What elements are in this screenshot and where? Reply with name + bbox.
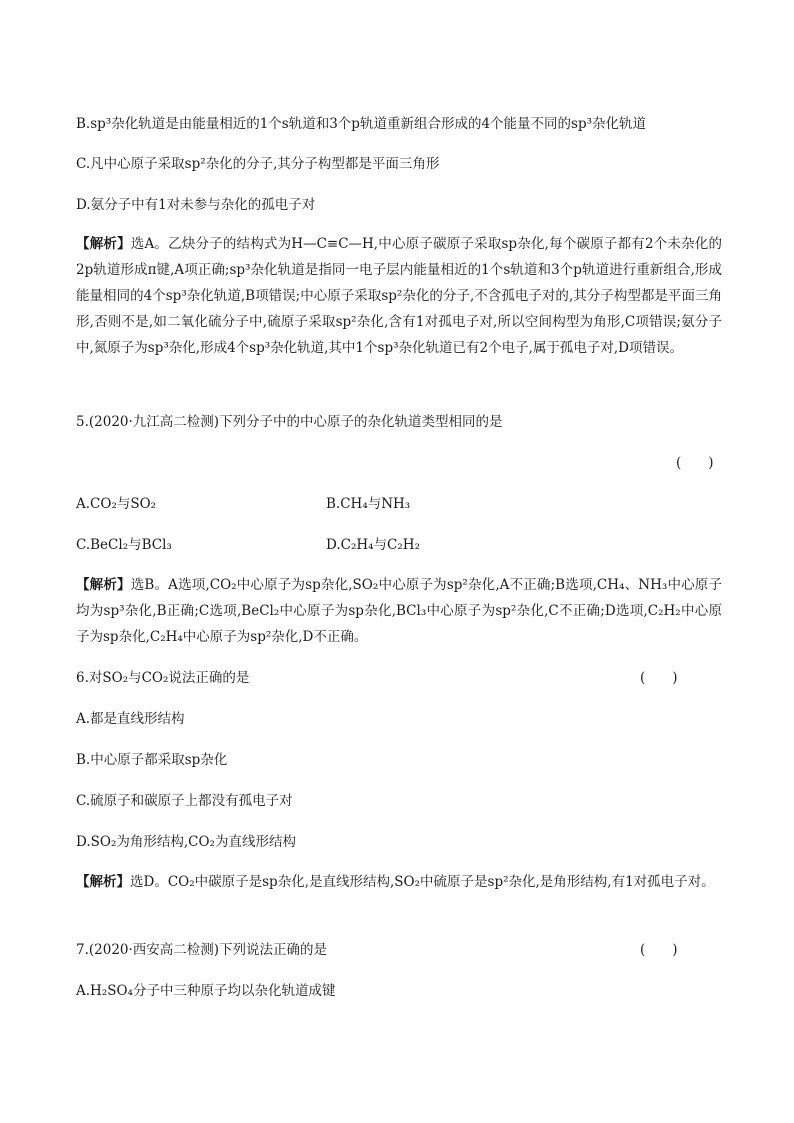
- q6-option-a: A.都是直线形结构: [76, 711, 185, 727]
- q4-analysis: [76, 231, 722, 361]
- q5-option-a: A.CO₂与SO₂: [76, 496, 157, 512]
- q4-option-d: D.氨分子中有1对未参与杂化的孤电子对: [76, 197, 316, 213]
- analysis-text: 选B。A选项,CO₂中心原子为sp杂化,SO₂中心原子为sp²杂化,A不正确;B选项,CH₄、NH₃中心原子均为sp³杂化,B正确;C选项,BeCl₂中心原子为sp杂化,BCl₃中心原子为sp²杂化,C不正确;D选项,C₂H₂中心原子为sp杂化,C₂H₄中心原子为sp²杂化,D不正确。: [76, 577, 722, 645]
- q5-answer-blank: ( ): [676, 455, 714, 471]
- q5-stem: 5.(2020·九江高二检测)下列分子中的中心原子的杂化轨道类型相同的是: [76, 414, 503, 430]
- q6-answer-blank: ( ): [640, 670, 678, 686]
- q6-stem: 6.对SO₂与CO₂说法正确的是: [76, 670, 250, 686]
- q4-option-c: C.凡中心原子采取sp²杂化的分子,其分子构型都是平面三角形: [76, 156, 440, 172]
- q5-option-d: D.C₂H₄与C₂H₂: [326, 537, 420, 553]
- analysis-text: 选A。乙炔分子的结构式为H—C≡C—H,中心原子碳原子采取sp杂化,每个碳原子都有2个未杂化的2p轨道形成π键,A项正确;sp³杂化轨道是指同一电子层内能量相近的1个s轨道和3个p轨道进行重新组合,形成能量相同的4个sp³杂化轨道,B项错误;中心原子采取sp²杂化的分子,不含孤电子对的,其分子构型都是平面三角形,否则不是,如二氧化硫分子中,硫原子采取sp²杂化,含有1对孤电子对,所以空间构型为角形,C项错误;氨分子中,氮原子为sp³杂化,形成4个sp³杂化轨道,其中1个sp³杂化轨道已有2个电子,属于孤电子对,D项错误。: [76, 236, 722, 356]
- q5-option-c: C.BeCl₂与BCl₃: [76, 537, 172, 553]
- analysis-tag: 【解析】: [76, 874, 130, 890]
- q7-answer-blank: ( ): [640, 942, 678, 958]
- q6-option-b: B.中心原子都采取sp杂化: [76, 752, 228, 768]
- q5-analysis: [76, 572, 722, 650]
- q6-option-d: D.SO₂为角形结构,CO₂为直线形结构: [76, 834, 296, 850]
- q5-option-b: B.CH₄与NH₃: [326, 496, 411, 512]
- analysis-tag: 【解析】: [76, 236, 131, 252]
- analysis-tag: 【解析】: [76, 577, 131, 593]
- analysis-text: 选D。CO₂中碳原子是sp杂化,是直线形结构,SO₂中硫原子是sp²杂化,是角形结构,有1对孤电子对。: [130, 874, 715, 890]
- q7-stem: 7.(2020·西安高二检测)下列说法正确的是: [76, 942, 328, 958]
- q4-option-b: B.sp³杂化轨道是由能量相近的1个s轨道和3个p轨道重新组合形成的4个能量不同的sp³杂化轨道: [76, 116, 647, 132]
- q7-option-a: A.H₂SO₄分子中三种原子均以杂化轨道成键: [76, 983, 336, 999]
- q6-option-c: C.硫原子和碳原子上都没有孤电子对: [76, 793, 293, 809]
- q6-analysis: [76, 869, 722, 895]
